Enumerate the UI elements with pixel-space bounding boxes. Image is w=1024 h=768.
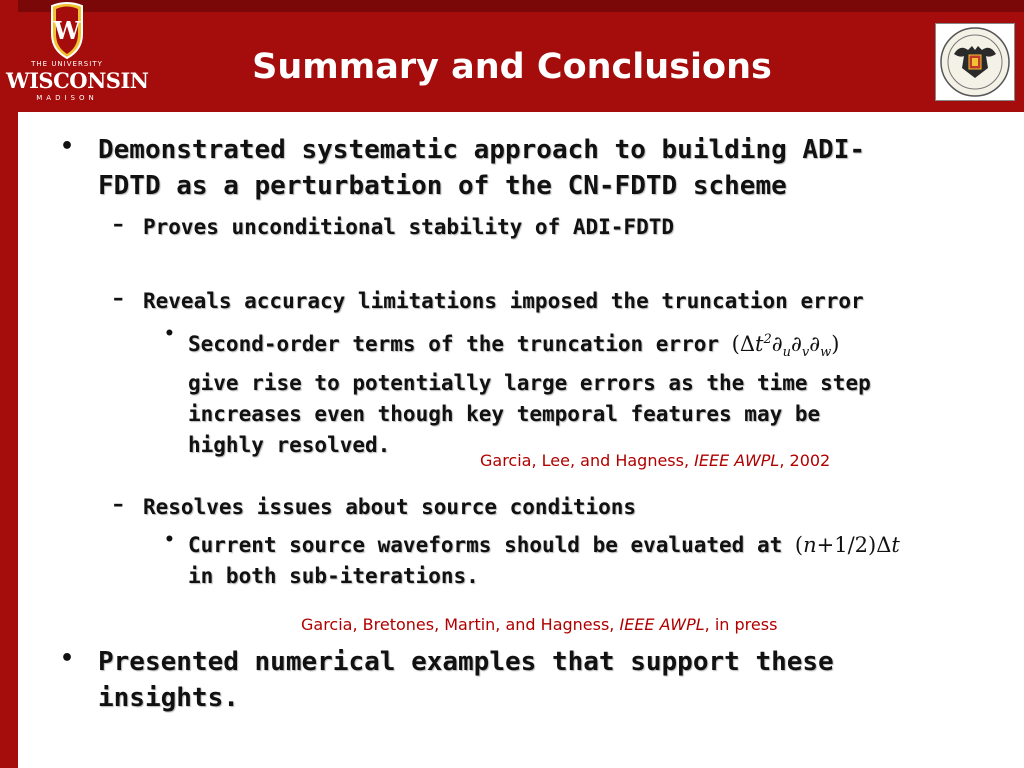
crest-letter: W: [53, 16, 81, 45]
bullet-1-line1: Demonstrated systematic approach to building ADI-: [98, 135, 866, 165]
logo-line-wisconsin: WISCONSIN: [6, 68, 149, 93]
subsub-truncation-line3: increases even though key temporal features may be: [188, 402, 821, 427]
header-top-stripe: [0, 0, 1024, 12]
bullet-2-line2: insights.: [98, 683, 239, 713]
dash-glyph: –: [113, 212, 124, 236]
slide-title: Summary and Conclusions: [252, 47, 772, 87]
dash-glyph: –: [113, 492, 124, 516]
time-step-equation: (n+1/2)Δt: [794, 533, 900, 557]
citation-2002: Garcia, Lee, and Hagness, IEEE AWPL, 2002: [480, 451, 831, 470]
subitem-accuracy: Reveals accuracy limitations imposed the truncation error: [143, 289, 864, 313]
subsub-waveforms: [188, 530, 1018, 592]
dash-glyph: –: [113, 286, 124, 310]
bullet-1-text: [98, 132, 998, 204]
bullet-1-line2: FDTD as a perturbation of the CN-FDTD scheme: [98, 171, 787, 201]
bullet-glyph: •: [60, 134, 75, 159]
logo-line-university: THE UNIVERSITY: [31, 60, 103, 68]
left-frame-band: [0, 0, 18, 768]
subsub-truncation-line2: give rise to potentially large errors as the time step: [188, 371, 871, 396]
bullet-2-line1: Presented numerical examples that support these: [98, 647, 834, 677]
bullet-glyph: •: [60, 646, 75, 671]
subsub-truncation-line4: highly resolved.: [188, 433, 391, 458]
logo-line-madison: MADISON: [36, 94, 98, 102]
subsub-truncation: [188, 324, 978, 461]
subsub-waveforms-line1: Current source waveforms should be evaluated at: [188, 533, 783, 557]
subsub-waveforms-line2: in both sub-iterations.: [188, 564, 479, 588]
subsub-truncation-line1: Second-order terms of the truncation error: [188, 332, 720, 356]
truncation-equation: $(\Delta t^2\partial_u\partial_v\partial_w)$: [731, 332, 840, 361]
citation-in-press: Garcia, Bretones, Martin, and Hagness, IEEE AWPL, in press: [301, 615, 778, 634]
bullet-glyph: •: [164, 324, 175, 344]
subitem-source: Resolves issues about source conditions: [143, 495, 637, 519]
bullet-glyph: •: [164, 530, 175, 550]
bullet-2-text: [98, 644, 998, 716]
subitem-stability: Proves unconditional stability of ADI-FDTD: [143, 215, 675, 239]
